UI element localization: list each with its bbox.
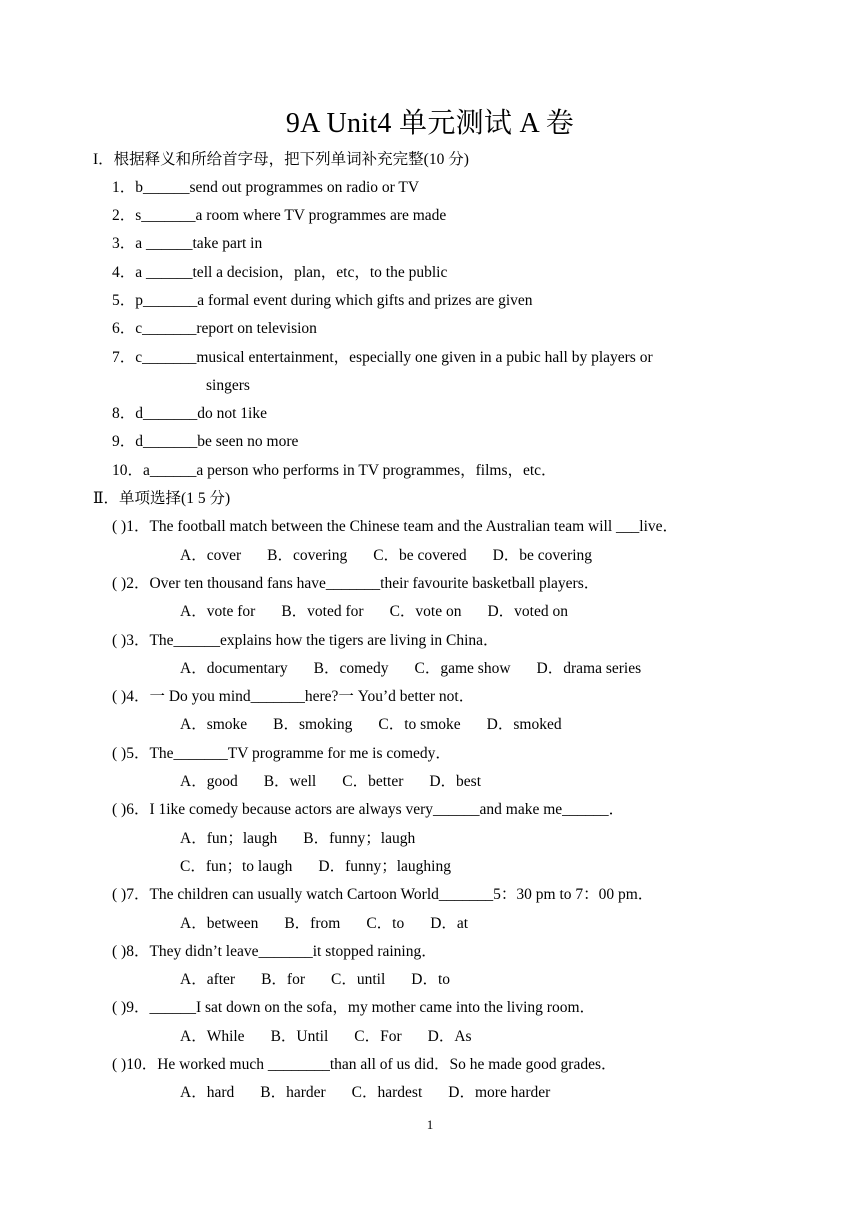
- option: D．drama series: [536, 660, 642, 677]
- option: A．documentary: [180, 660, 288, 677]
- option: C．For: [354, 1028, 402, 1045]
- option: C．game show: [414, 660, 511, 677]
- option: D．to: [411, 971, 451, 988]
- option: B．voted for: [281, 603, 364, 620]
- options-6a: [180, 829, 441, 849]
- options-7: [180, 914, 494, 934]
- question-8: ( )8．They didn’t leave_______it stopped raining．: [112, 943, 437, 960]
- vocab-item: 3．a ______take part in: [112, 235, 263, 252]
- question-1: ( )1．The football match between the Chinese team and the Australian team will ___live．: [112, 518, 679, 535]
- question-5: ( )5．The_______TV programme for me is comedy．: [112, 745, 451, 762]
- page-title: 9A Unit4 单元测试 A 卷: [285, 108, 575, 139]
- option: A．While: [180, 1028, 245, 1045]
- option: A．good: [180, 773, 238, 790]
- option: D．best: [429, 773, 482, 790]
- option: B．covering: [267, 547, 348, 564]
- option: B．funny；laugh: [303, 830, 416, 847]
- vocab-item: 8．d_______do not 1ike: [112, 405, 267, 422]
- option: B．from: [284, 915, 341, 932]
- options-10: [180, 1083, 576, 1103]
- vocab-item-continuation: singers: [206, 377, 250, 394]
- option: C．fun；to laugh: [180, 858, 293, 875]
- options-2: [180, 602, 594, 622]
- options-1: [180, 546, 618, 566]
- option: C．to smoke: [378, 716, 461, 733]
- vocab-item: 4．a ______tell a decision，plan，etc，to the public: [112, 264, 448, 281]
- option: B．for: [261, 971, 306, 988]
- option: B．Until: [270, 1028, 329, 1045]
- section1-heading: I．根据释义和所给首字母，把下列单词补充完整(10 分): [93, 151, 469, 168]
- question-3: ( )3．The______explains how the tigers are living in China．: [112, 632, 499, 649]
- options-4: [180, 715, 588, 735]
- option: C．until: [331, 971, 386, 988]
- question-4: ( )4．一 Do you mind_______here?一 You’d better not．: [112, 688, 475, 705]
- option: C．hardest: [351, 1084, 423, 1101]
- vocab-item: 6．c_______report on television: [112, 320, 317, 337]
- page-number: 1: [426, 1117, 434, 1132]
- option: D．more harder: [448, 1084, 551, 1101]
- option: A．smoke: [180, 716, 248, 733]
- option: B．smoking: [273, 716, 353, 733]
- vocab-item: 5．p_______a formal event during which gifts and prizes are given: [112, 292, 533, 309]
- option: A．cover: [180, 547, 242, 564]
- option: B．comedy: [313, 660, 389, 677]
- vocab-item: 2．s_______a room where TV programmes are made: [112, 207, 447, 224]
- options-8: [180, 970, 476, 990]
- options-6b: [180, 857, 477, 877]
- option: A．hard: [180, 1084, 235, 1101]
- option: C．to: [366, 915, 405, 932]
- question-2: ( )2．Over ten thousand fans have_______their favourite basketball players．: [112, 575, 600, 592]
- option: C．vote on: [389, 603, 462, 620]
- vocab-item: 1．b______send out programmes on radio or TV: [112, 179, 420, 196]
- options-3: [180, 659, 667, 679]
- option: A．fun；laugh: [180, 830, 278, 847]
- options-9: [180, 1027, 498, 1047]
- option: A．vote for: [180, 603, 256, 620]
- option: D．As: [427, 1028, 472, 1045]
- option: B．well: [263, 773, 317, 790]
- vocab-item: 10．a______a person who performs in TV programmes，films，etc．: [112, 462, 557, 479]
- question-6: ( )6．I 1ike comedy because actors are always very______and make me______．: [112, 801, 625, 818]
- options-5: [180, 772, 507, 792]
- option: D．funny；laughing: [318, 858, 451, 875]
- option: A．between: [180, 915, 259, 932]
- option: D．smoked: [486, 716, 562, 733]
- option: D．voted on: [487, 603, 568, 620]
- question-10: ( )10．He worked much ________than all of us did．So he made good grades．: [112, 1056, 617, 1073]
- option: A．after: [180, 971, 236, 988]
- option: B．harder: [260, 1084, 326, 1101]
- vocab-item: 9．d_______be seen no more: [112, 433, 299, 450]
- option: C．better: [342, 773, 404, 790]
- vocab-item: 7．c_______musical entertainment，especially one given in a pubic hall by players or: [112, 349, 653, 366]
- option: C．be covered: [373, 547, 467, 564]
- option: D．at: [430, 915, 469, 932]
- question-7: ( )7．The children can usually watch Cartoon World_______5：30 pm to 7：00 pm．: [112, 886, 654, 903]
- section2-heading: Ⅱ．单项选择(1 5 分): [93, 490, 231, 507]
- question-9: ( )9．______I sat down on the sofa，my mother came into the living room．: [112, 999, 595, 1016]
- option: D．be covering: [492, 547, 593, 564]
